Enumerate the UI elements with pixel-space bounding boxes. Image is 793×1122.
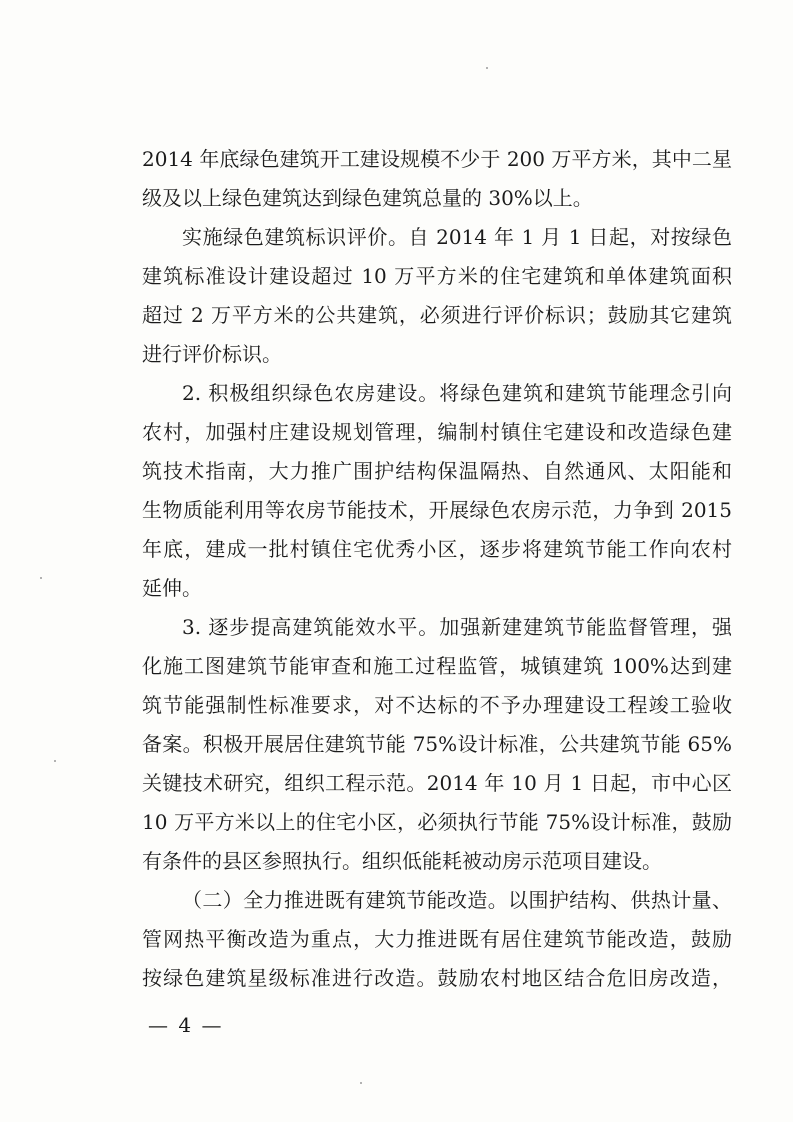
text-line: 进行评价标识。 — [142, 342, 282, 366]
text-line: 10 万平方米以上的住宅小区，必须执行节能 75%设计标准，鼓励 — [142, 810, 732, 834]
scan-speck — [54, 760, 56, 762]
text-line: 生物质能利用等农房节能技术，开展绿色农房示范，力争到 2015 — [142, 498, 732, 522]
text-line: 有条件的县区参照执行。组织低能耗被动房示范项目建设。 — [142, 849, 662, 873]
text-line: 按绿色建筑星级标准进行改造。鼓励农村地区结合危旧房改造， — [142, 966, 732, 990]
page-number: — 4 — — [148, 1013, 224, 1037]
text-line: 2. 积极组织绿色农房建设。将绿色建筑和建筑节能理念引向 — [182, 381, 732, 405]
text-line: 实施绿色建筑标识评价。自 2014 年 1 月 1 日起，对按绿色 — [182, 225, 732, 249]
body-text — [142, 140, 732, 998]
paragraph — [142, 140, 732, 218]
text-line: 级及以上绿色建筑达到绿色建筑总量的 30%以上。 — [142, 186, 593, 210]
text-line: 建筑标准设计建设超过 10 万平方米的住宅建筑和单体建筑面积 — [142, 264, 732, 288]
text-line: 3. 逐步提高建筑能效水平。加强新建建筑节能监督管理，强 — [182, 615, 732, 639]
paragraph — [142, 881, 732, 998]
paragraph — [142, 608, 732, 881]
paragraph — [142, 218, 732, 374]
paragraph — [142, 374, 732, 608]
text-line: （二）全力推进既有建筑节能改造。以围护结构、供热计量、 — [182, 888, 732, 912]
text-line: 筑技术指南，大力推广围护结构保温隔热、自然通风、太阳能和 — [142, 459, 732, 483]
text-line: 2014 年底绿色建筑开工建设规模不少于 200 万平方米，其中二星 — [142, 147, 732, 171]
text-line: 延伸。 — [142, 576, 202, 600]
scan-speck — [360, 1082, 362, 1084]
text-line: 化施工图建筑节能审查和施工过程监管，城镇建筑 100%达到建 — [142, 654, 732, 678]
text-line: 备案。积极开展居住建筑节能 75%设计标准，公共建筑节能 65% — [142, 732, 732, 756]
text-line: 农村，加强村庄建设规划管理，编制村镇住宅建设和改造绿色建 — [142, 420, 732, 444]
scan-speck — [486, 67, 488, 69]
scan-speck — [40, 577, 42, 579]
text-line: 管网热平衡改造为重点，大力推进既有居住建筑节能改造，鼓励 — [142, 927, 732, 951]
text-line: 超过 2 万平方米的公共建筑，必须进行评价标识；鼓励其它建筑 — [142, 303, 732, 327]
text-line: 年底，建成一批村镇住宅优秀小区，逐步将建筑节能工作向农村 — [142, 537, 732, 561]
text-line: 关键技术研究，组织工程示范。2014 年 10 月 1 日起，市中心区 — [142, 771, 732, 795]
text-line: 筑节能强制性标准要求，对不达标的不予办理建设工程竣工验收 — [142, 693, 732, 717]
